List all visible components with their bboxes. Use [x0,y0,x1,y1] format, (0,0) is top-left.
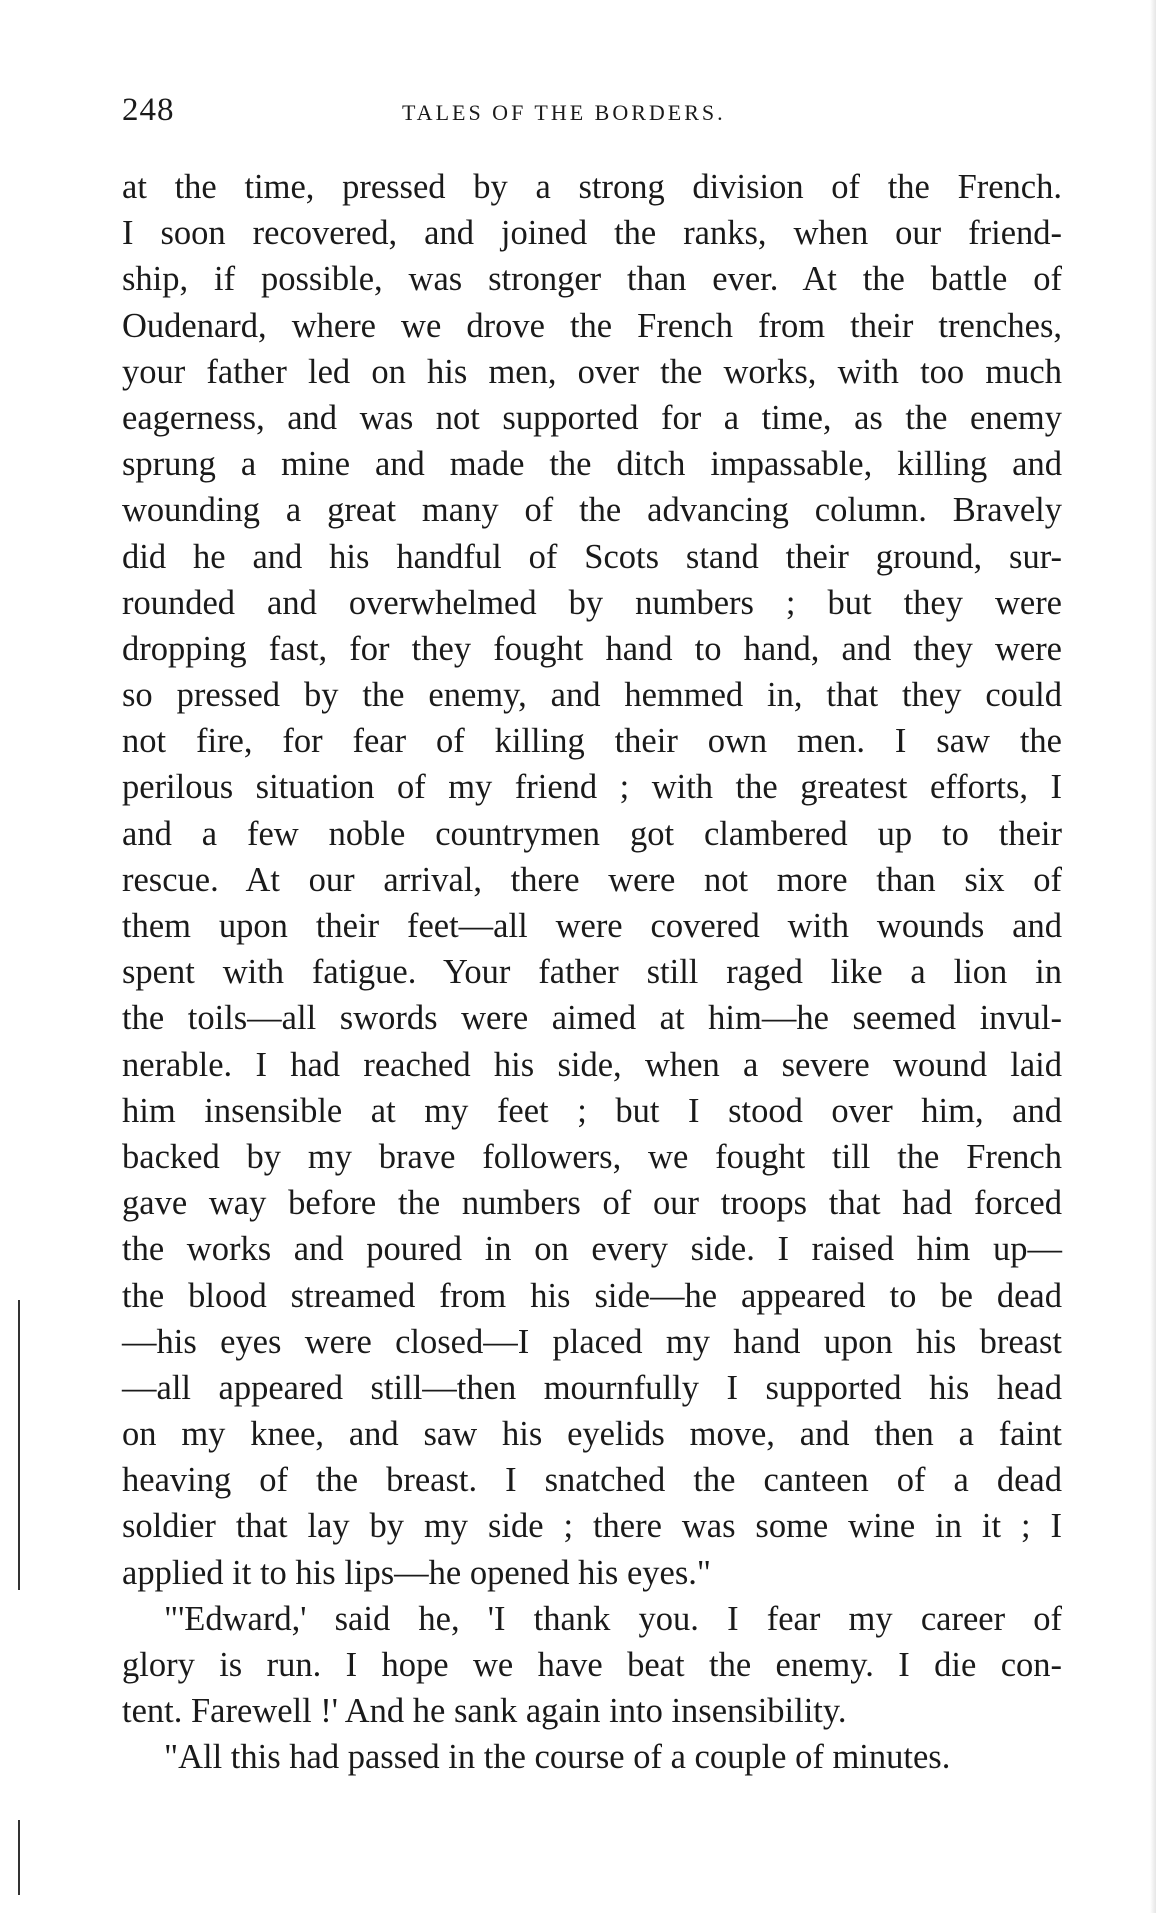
text-line: applied it to his lips—he opened his eyes." [122,1553,711,1592]
text-line: the blood streamed from his side—he appeared to be dead [122,1276,1062,1315]
text-line: glory is run. I hope we have beat the enemy. I die con- [122,1646,1062,1684]
text-line: did he and his handful of Scots stand their ground, sur- [122,537,1062,576]
paragraph-3 [122,1734,1062,1780]
text-line: soldier that lay by my side ; there was some wine in it ; I [122,1507,1062,1546]
paragraph-1 [122,164,1062,1596]
text-line: so pressed by the enemy, and hemmed in, that they could [122,676,1062,715]
text-line: backed by my brave followers, we fought till the French [122,1137,1062,1176]
text-line: Oudenard, where we drove the French from their trenches, [122,306,1062,345]
text-line: tent. Farewell !' And he sank again into insensibility. [122,1692,847,1731]
text-line: not fire, for fear of killing their own men. I saw the [122,722,1062,761]
text-line: —all appeared still—then mournfully I supported his head [122,1368,1062,1407]
text-line: wounding a great many of the advancing column. Bravely [122,491,1062,530]
text-line: perilous situation of my friend ; with the greatest efforts, I [122,768,1062,807]
text-line: the works and poured in on every side. I raised him up— [122,1230,1062,1269]
running-head: TALES OF THE BORDERS. [402,100,726,125]
text-line: rounded and overwhelmed by numbers ; but they were [122,583,1062,622]
page-edge-shadow [1150,0,1156,1913]
text-line: "All this had passed in the course of a couple of minutes. [164,1738,951,1777]
text-line: dropping fast, for they fought hand to hand, and they were [122,629,1062,668]
text-line: I soon recovered, and joined the ranks, when our friend- [122,214,1062,253]
text-line: your father led on his men, over the works, with too much [122,352,1062,391]
text-line: rescue. At our arrival, there were not more than six of [122,860,1062,899]
text-line: at the time, pressed by a strong division of the French. [122,168,1062,206]
body-text [122,164,1062,1781]
text-line: sprung a mine and made the ditch impassable, killing and [122,445,1062,484]
text-line: "'Edward,' said he, 'I thank you. I fear my career of [164,1599,1062,1638]
text-line: heaving of the breast. I snatched the canteen of a dead [122,1461,1062,1500]
text-line: on my knee, and saw his eyelids move, and then a faint [122,1415,1062,1454]
text-line: the toils—all swords were aimed at him—he seemed invul- [122,999,1062,1038]
text-line: nerable. I had reached his side, when a severe wound laid [122,1045,1062,1084]
text-line: eagerness, and was not supported for a time, as the enemy [122,398,1062,437]
text-line: spent with fatigue. Your father still raged like a lion in [122,953,1062,992]
margin-line-mark [18,1300,20,1590]
text-line: ship, if possible, was stronger than ever. At the battle of [122,260,1062,299]
text-line: them upon their feet—all were covered with wounds and [122,907,1062,945]
text-line: and a few noble countrymen got clambered up to their [122,814,1062,853]
text-line: him insensible at my feet ; but I stood over him, and [122,1091,1062,1130]
margin-line-mark [18,1820,20,1895]
page-header [122,92,1062,132]
page-number: 248 [122,92,175,128]
text-line: —his eyes were closed—I placed my hand upon his breast [122,1322,1062,1361]
text-line: gave way before the numbers of our troops that had forced [122,1184,1062,1223]
paragraph-2 [122,1596,1062,1735]
